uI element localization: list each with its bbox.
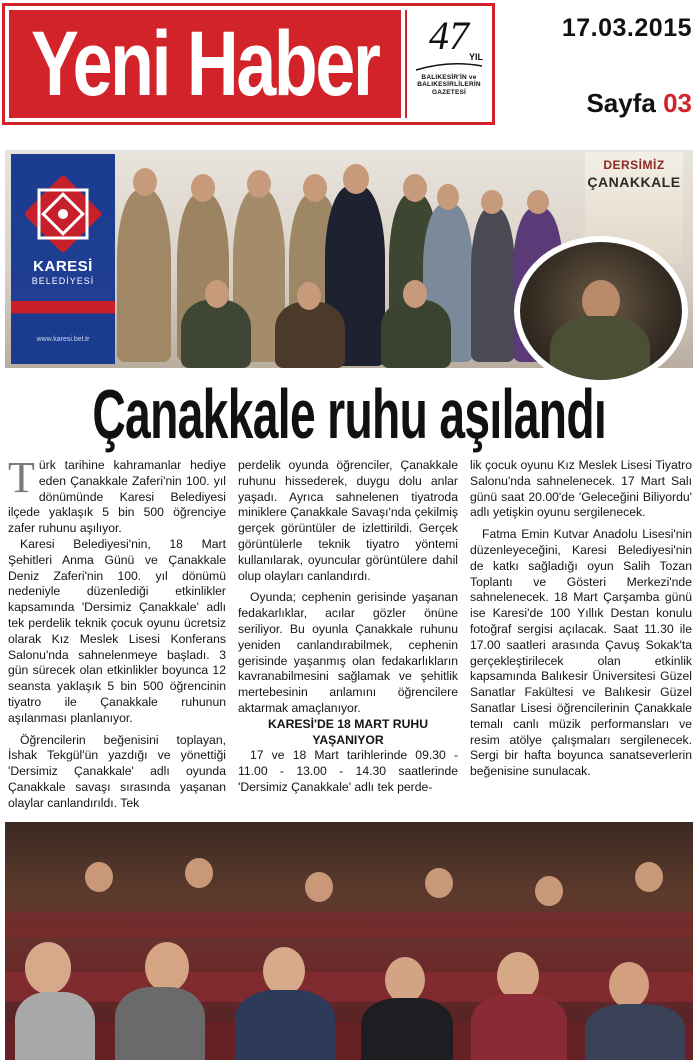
cast-member-head <box>247 170 271 198</box>
student <box>115 987 205 1060</box>
paragraph: 17 ve 18 Mart tarihlerinde 09.30 - 11.00 - 13.00 - 14.30 saatlerinde 'Dersimiz Çanakkale' adlı tek perde- <box>238 748 458 794</box>
paragraph: Öğrencilerin beğenisini toplayan, İshak Tekgül'ün yazdığı ve yönettiği 'Dersimiz Çanakkale' adlı oyunda Çanakkale savaşı sırasında yaşanan olaylar canlandırıldı. Tek <box>8 732 226 810</box>
newspaper-logo <box>9 10 401 118</box>
anniversary-number: 47 <box>429 13 469 58</box>
student <box>535 876 563 906</box>
dersimiz-banner-line1: DERSİMİZ <box>603 158 665 172</box>
paragraph: perdelik oyunda öğrenciler, Çanakkale ruhunu hissederek, duygu dolu anlar yaşadı. Ayrıca sahnelenen tiyatroda miniklere Çanakkale Savaşı'nda çekilmiş gerçek görüntüler de izlettirildi. Gerçek görüntülerle teknik tiyatro yöntemi kullanılarak, oyuncular görüntülere dahil olup olayları canlandırdı. <box>238 458 458 583</box>
seat-row <box>5 912 693 938</box>
cast-member-head <box>403 280 427 308</box>
student <box>425 868 453 898</box>
headline-text: Çanakkale ruhu aşılandı <box>92 375 606 453</box>
cast-member <box>181 300 251 368</box>
audience-photo <box>5 822 693 1060</box>
student <box>385 957 425 1003</box>
student <box>15 992 95 1060</box>
student <box>635 862 663 892</box>
article-body <box>8 458 692 820</box>
cast-member-head <box>403 174 427 202</box>
cast-member-head <box>205 280 229 308</box>
karesi-label: KARESİ <box>33 258 93 275</box>
paragraph: Fatma Emin Kutvar Anadolu Lisesi'nin düzenleyeceğini, Karesi Belediyesi'nin de katkı sağladığı oyun Salih Tozan Toplantı ve Gösteri Merkezi'nde sahnelenecek. 18 Mart Çarşamba günü ise Karesi'de 100 Yıllık Destan konulu fotoğraf sergisi açılacak. Saat 11.30 ile 17.00 saatleri arasında Çavuş Sokak'ta gerçekleştirilecek olan etkinlik kapsamında Balıkesir Üniversitesi Güzel Sanatlar Fakültesi ve Balıkesir Güzel Sanatlar Lisesi öğrencilerinin Çanakkale temalı canlı müzik performansları ve resim atölye çalışmaları sergilenecek. Sergi bir hafta boyunca sanatseverlerin beğenisine sunulacak. <box>470 527 692 779</box>
subheading: KARESİ'DE 18 MART RUHU YAŞANIYOR <box>268 716 428 747</box>
karesi-banner <box>11 154 115 364</box>
page-number <box>586 88 692 119</box>
karesi-sublabel: BELEDİYESİ <box>31 276 95 286</box>
student <box>235 990 335 1060</box>
cast-member-head <box>481 190 503 214</box>
paragraph: lik çocuk oyunu Kız Meslek Lisesi Tiyatro Salonu'nda sahnelenecek. 17 Mart Salı günü saat 20.00'de 'Geleceğini Biliyordu' adlı yetişkin oyunu sergilenecek. <box>470 458 692 520</box>
cast-member-head <box>297 282 321 310</box>
masthead <box>2 3 495 125</box>
cast-member <box>381 300 451 368</box>
student <box>471 994 567 1060</box>
cast-member-head <box>133 168 157 196</box>
newspaper-name: Yeni Haber <box>31 13 379 115</box>
paragraph: Türk tarihine kahramanlar hediye eden Çanakkale Zaferi'nin 100. yıl dönümünde Karesi Belediyesi ilçede yaklaşık 5 bin 500 öğrenciye zafer ruhunu aşılıyor. <box>8 458 226 536</box>
dersimiz-banner-line2: ÇANAKKALE <box>587 174 681 190</box>
cast-member-head <box>191 174 215 202</box>
karesi-url: www.karesi.bel.tr <box>36 336 90 343</box>
article-column-2 <box>238 458 458 820</box>
cast-member-head <box>343 164 369 194</box>
inset-photo <box>514 236 688 386</box>
swoosh-icon <box>414 62 484 72</box>
cast-member-head <box>303 174 327 202</box>
student <box>361 998 453 1060</box>
student <box>85 862 113 892</box>
anniversary-emblem <box>405 10 491 118</box>
karesi-logo-icon <box>25 176 101 252</box>
page-number-value: 03 <box>663 88 692 118</box>
anniversary-caption: BALIKESİR'İN ve BALIKESİRLİLERİN GAZETESİ <box>417 74 481 96</box>
student <box>585 1004 685 1060</box>
student <box>305 872 333 902</box>
dropcap: T <box>8 458 35 502</box>
anniversary-suffix: YIL <box>468 52 483 62</box>
headline <box>4 376 694 452</box>
student <box>145 942 189 992</box>
student <box>185 858 213 888</box>
cast-member <box>275 302 345 368</box>
article-column-3 <box>470 458 692 820</box>
article-column-1 <box>8 458 226 820</box>
student <box>263 947 305 995</box>
student <box>497 952 539 1000</box>
issue-date: 17.03.2015 <box>561 14 692 42</box>
seat-row <box>5 972 693 1002</box>
student <box>25 942 71 994</box>
paragraph: Karesi Belediyesi'nin, 18 Mart Şehitleri Anma Günü ve Çanakkale Deniz Zaferi'nin 100. yıl dönümü nedeniyle düzenlediği etkinlikler kapsamında 'Dersimiz Çanakkale' adlı tek perdelik teknik çocuk oyunu ücretsiz olarak Kız Meslek Lisesi Konferans Salonu'nda sahnelenmeye başladı. 3 gün sürecek olan etkinlikler boyunca 12 seansta yaklaşık 5 bin 500 öğrencinin tiyatro ile Çanakkale ruhunun aşılanması planlanıyor. <box>8 536 226 725</box>
paragraph: Oyunda; cephenin gerisinde yaşanan fedakarlıklar, acılar gözler önüne seriliyor. Bu oyunla Çanakkale ruhunu yeniden canlandırabilmek, cephenin gerisinde yaşanmış olan fedakarlıkların kavranabilmesini sağlamak ve şehitlik mertebesinin anlamını öğrencilere aktarmak amaçlanıyor. <box>238 590 458 715</box>
page-label: Sayfa <box>586 88 656 118</box>
cast-member <box>117 190 171 362</box>
cast-member-head <box>527 190 549 214</box>
student <box>609 962 649 1008</box>
cast-member-head <box>437 184 459 210</box>
cast-member <box>471 208 515 362</box>
